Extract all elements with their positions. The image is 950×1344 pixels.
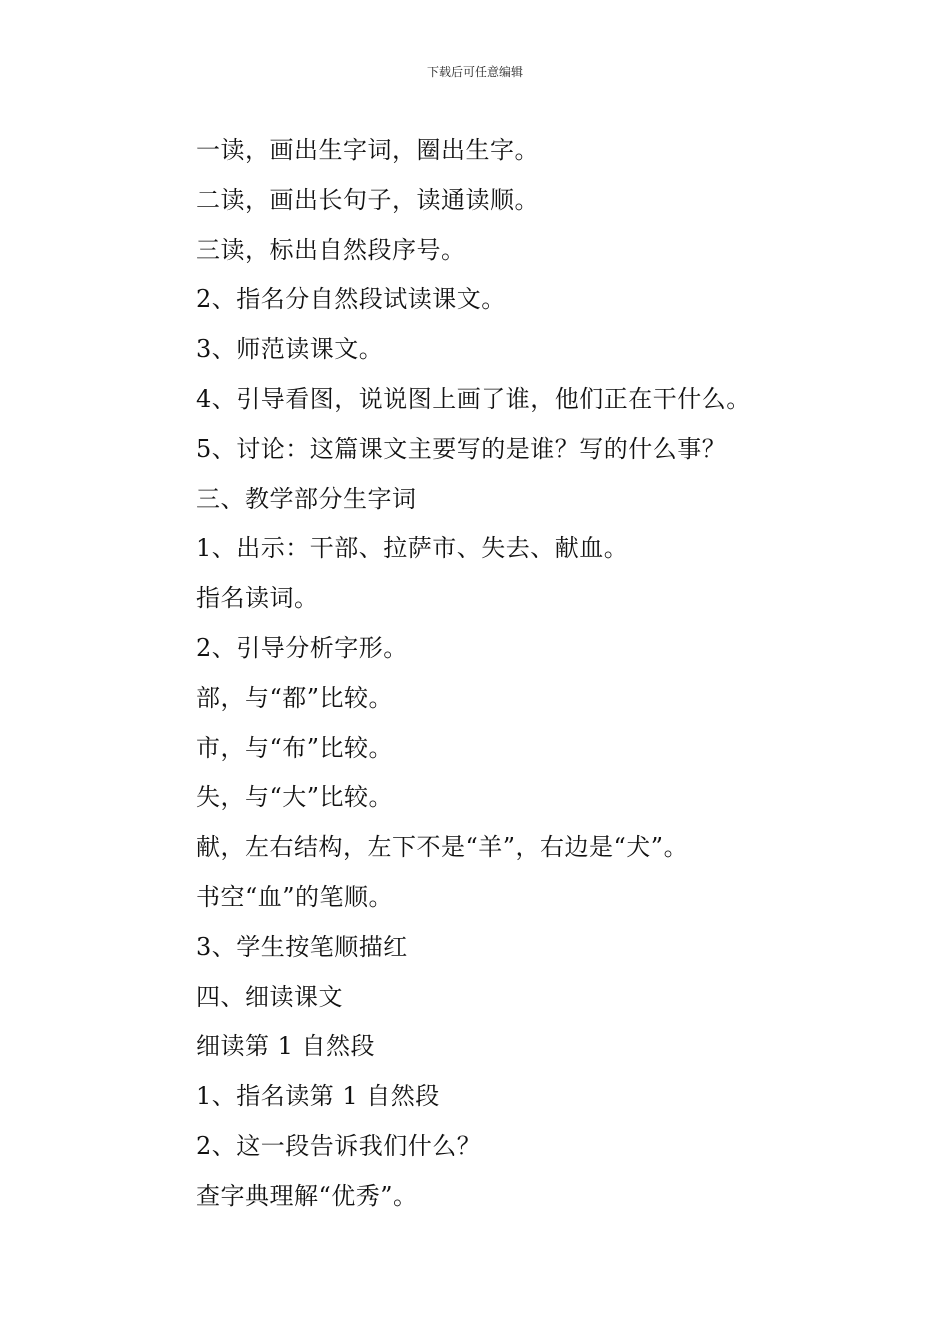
text-line: 三读，标出自然段序号。 xyxy=(196,235,466,264)
text-line: 部，与“都”比较。 xyxy=(196,683,394,712)
text-line: 3、学生按笔顺描红 xyxy=(196,932,408,961)
document-body xyxy=(196,126,896,1222)
text-line: 2、引导分析字形。 xyxy=(196,633,408,662)
text-line: 一读，画出生字词，圈出生字。 xyxy=(196,136,539,164)
text-line: 二读，画出长句子，读通读顺。 xyxy=(196,185,539,214)
text-line: 1、出示：干部、拉萨市、失去、献血。 xyxy=(196,534,629,563)
text-line: 指名读词。 xyxy=(196,584,319,613)
text-line: 细读第 1 自然段 xyxy=(196,1032,376,1061)
text-line: 2、这一段告诉我们什么？ xyxy=(196,1131,482,1160)
text-line: 4、引导看图，说说图上画了谁，他们正在干什么。 xyxy=(196,384,751,413)
text-line: 1、指名读第 1 自然段 xyxy=(196,1082,440,1111)
text-line: 市，与“布”比较。 xyxy=(196,733,394,762)
text-line: 献，左右结构，左下不是“羊”，右边是“犬”。 xyxy=(196,833,689,862)
section-heading: 三、教学部分生字词 xyxy=(196,484,417,513)
text-line: 书空“血”的笔顺。 xyxy=(196,882,394,911)
text-line: 3、师范读课文。 xyxy=(196,335,384,364)
section-heading: 四、细读课文 xyxy=(196,982,343,1011)
text-line: 5、讨论：这篇课文主要写的是谁？写的什么事？ xyxy=(196,434,727,463)
text-line: 查字典理解“优秀”。 xyxy=(196,1181,418,1210)
page-header: 下载后可任意编辑 xyxy=(426,65,523,79)
text-line: 2、指名分自然段试读课文。 xyxy=(196,285,506,314)
text-line: 失，与“大”比较。 xyxy=(196,783,394,812)
